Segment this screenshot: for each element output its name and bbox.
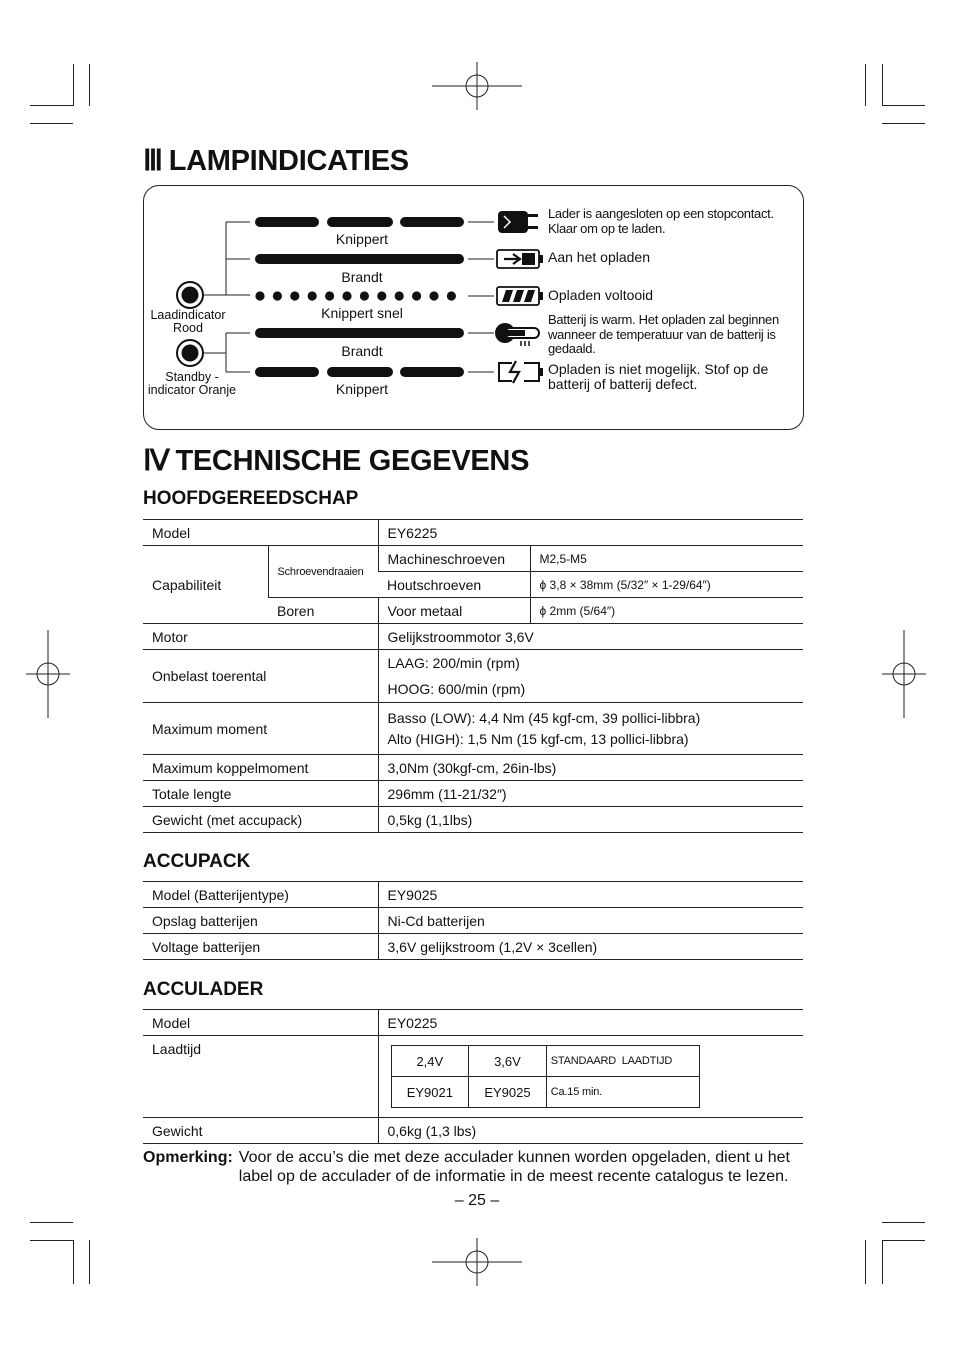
indicator-description: Aan het opladen — [548, 249, 650, 265]
note — [143, 1148, 803, 1186]
red-lamp-label: Laadindicator Rood — [150, 308, 226, 335]
indicator-description: Batterij is warm. Het opladen zal beginnen wanneer de temperatuur van de batterij is gedaald. — [548, 312, 779, 356]
spec-label: Onbelast toerental — [143, 650, 378, 703]
charge-cell: Ca.15 min. — [546, 1077, 699, 1108]
spec-sublabel: Voor metaal — [378, 598, 530, 624]
pattern-label: Knippert — [335, 231, 389, 247]
spec-value: ϕ 3,8 × 38mm (5/32″ × 1-29/64″) — [530, 572, 803, 598]
spec-value: 0,6kg (1,3 lbs) — [378, 1118, 803, 1144]
speed-low: LAAG: 200/min (rpm) — [387, 655, 520, 671]
spec-sublabel: Boren — [268, 598, 378, 624]
spec-label: Totale lengte — [143, 781, 378, 807]
note-text: Voor de accu’s die met deze acculader kunnen worden opgeladen, dient u het label op de acculader of de informatie in de meest recente catalogus te lezen. — [238, 1149, 790, 1185]
pattern-label: Brandt — [341, 269, 383, 285]
charge-cell: EY9021 — [391, 1077, 469, 1108]
spec-value: EY9025 — [378, 882, 803, 908]
spec-value: ϕ 2mm (5/64″) — [530, 598, 803, 624]
spec-label: Opslag batterijen — [143, 908, 378, 934]
thermometer-icon — [495, 323, 539, 346]
spec-label: Maximum moment — [143, 703, 378, 755]
spec-label: Voltage batterijen — [143, 934, 378, 960]
battery-full-icon — [497, 287, 543, 305]
spec-label: Model — [143, 520, 378, 546]
charge-cell: EY9025 — [469, 1077, 547, 1108]
pattern-label: Knippert snel — [321, 305, 403, 321]
spec-value: M2,5-M5 — [530, 546, 803, 572]
main-tool-heading: HOOFDGEREEDSCHAP — [143, 488, 359, 509]
battery-spec-table — [143, 881, 803, 960]
orange-lamp-label: Standby - indicator Oranje — [147, 370, 237, 397]
spec-value: EY6225 — [378, 520, 803, 546]
charge-time-cell — [378, 1036, 803, 1118]
spec-label: Gewicht — [143, 1118, 378, 1144]
pattern-fast-blink — [255, 291, 456, 300]
spec-label: Laadtijd — [143, 1036, 378, 1118]
spec-value: Gelijkstroommotor 3,6V — [378, 624, 803, 650]
charge-header: STANDAARD LAADTIJD — [546, 1046, 699, 1077]
pattern-label: Knippert — [335, 381, 389, 397]
spec-value: EY0225 — [378, 1010, 803, 1036]
spec-label: Model (Batterijentype) — [143, 882, 378, 908]
spec-sublabel: Machineschroeven — [378, 546, 530, 572]
section-heading-technische-gegevens: Ⅳ TECHNISCHE GEGEVENS — [143, 445, 530, 477]
spec-label: Model — [143, 1010, 378, 1036]
spec-label: Maximum koppelmoment — [143, 755, 378, 781]
charge-header: 3,6V — [469, 1046, 547, 1077]
page-number: – 25 – — [454, 1192, 500, 1209]
pattern-label: Brandt — [341, 343, 383, 359]
spec-value — [378, 703, 803, 755]
spec-value: 3,6V gelijkstroom (1,2V × 3cellen) — [378, 934, 803, 960]
torque-high: Alto (HIGH): 1,5 Nm (15 kgf-cm, 13 pollici-libbra) — [387, 730, 689, 747]
note-label: Opmerking: — [143, 1149, 233, 1166]
indicator-description: Lader is aangesloten op een stopcontact. Klaar om op te laden. — [548, 206, 774, 236]
battery-charging-icon — [497, 250, 543, 268]
spec-value: 0,5kg (1,1lbs) — [378, 807, 803, 833]
battery-heading: ACCUPACK — [143, 851, 251, 872]
battery-defect-icon — [499, 361, 543, 383]
torque-low: Basso (LOW): 4,4 Nm (45 kgf-cm, 39 pollici-libbra) — [387, 709, 701, 726]
plug-icon — [498, 211, 538, 233]
charge-header: 2,4V — [391, 1046, 469, 1077]
spec-value: Ni-Cd batterijen — [378, 908, 803, 934]
spec-value: 3,0Nm (30kgf-cm, 26in-lbs) — [378, 755, 803, 781]
charger-heading: ACCULADER — [143, 979, 264, 1000]
speed-high: HOOG: 600/min (rpm) — [387, 681, 526, 697]
charge-time-table — [391, 1045, 700, 1108]
spec-label: Capabiliteit — [143, 546, 268, 624]
spec-label: Motor — [143, 624, 378, 650]
spec-value: 296mm (11-21/32″) — [378, 781, 803, 807]
indicator-description: Opladen is niet mogelijk. Stof op de batterij of batterij defect. — [548, 361, 769, 392]
main-tool-spec-table — [143, 519, 803, 833]
section-heading-lampindicaties: Ⅲ LAMPINDICATIES — [143, 145, 409, 177]
spec-value — [378, 650, 803, 703]
spec-label: Gewicht (met accupack) — [143, 807, 378, 833]
spec-sublabel: Houtschroeven — [378, 572, 530, 598]
charger-spec-table — [143, 1009, 803, 1144]
indicator-description: Opladen voltooid — [548, 287, 654, 303]
spec-sublabel: Schroevendraaien — [268, 546, 378, 598]
